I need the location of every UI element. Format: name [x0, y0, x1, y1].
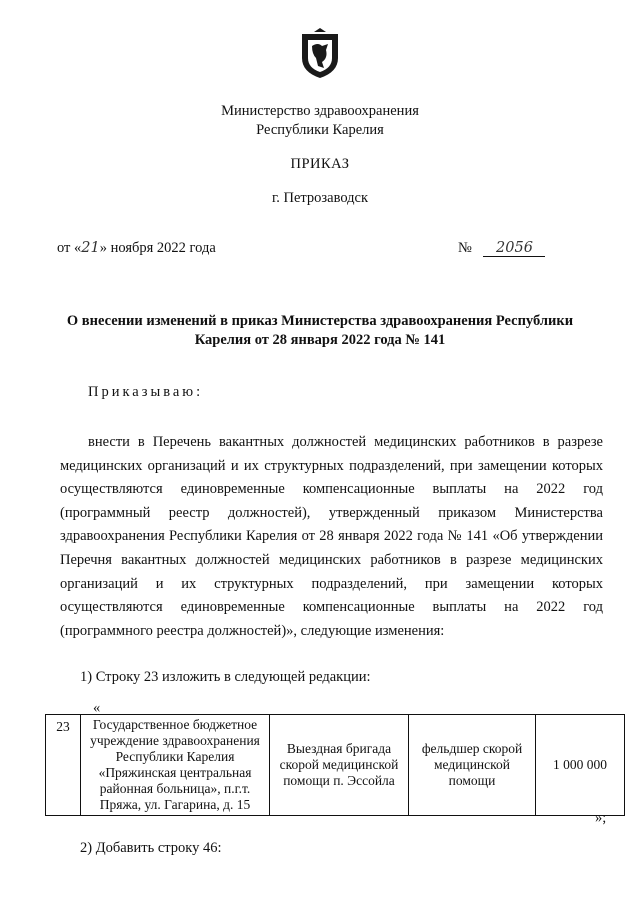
org-line: Пряжа, ул. Гагарина, д. 15	[99, 797, 251, 812]
org-line: Республики Карелия	[115, 749, 235, 764]
subject-line-2: Карелия от 28 января 2022 года № 141	[194, 332, 446, 348]
organization-cell	[81, 715, 270, 816]
org-line: районная больница», п.г.т.	[99, 781, 251, 796]
position-line: фельдшер скорой	[421, 741, 523, 756]
date-prefix: от «	[57, 240, 82, 256]
position-line: помощи	[448, 773, 496, 788]
document-number	[458, 240, 545, 257]
body-paragraph: внести в Перечень вакантных должностей медицинских работников в разрезе медицинских организаций и их структурных подразделений, при замещении которых осуществляются единовременные компенсационные выплаты на 2022 год (программный реестр должностей), утвержденный приказом Министерства здравоохранения Республики Карелия от 28 января 2022 года № 141 «Об утверждении Перечня вакантных должностей медицинских работников в разрезе медицинских организаций и их структурных подразделений, при замещении которых осуществляются единовременные компенсационные выплаты на 2022 год (программного реестра должностей)», следующие изменения:	[60, 434, 603, 639]
unit-cell	[270, 715, 409, 816]
registry-table	[45, 714, 625, 816]
item-2: 2) Добавить строку 46:	[80, 840, 222, 856]
position-line: медицинской	[434, 757, 510, 772]
document-type: ПРИКАЗ	[290, 156, 350, 172]
document-subject	[60, 312, 580, 350]
org-line: Государственное бюджетное	[92, 717, 258, 732]
quote-close: »;	[595, 810, 607, 826]
order-word: Приказываю:	[88, 384, 204, 400]
ministry-name	[0, 102, 640, 140]
unit-line: Выездная бригада	[286, 741, 392, 756]
ministry-line-2: Республики Карелия	[256, 122, 384, 138]
date-day: 21	[81, 240, 100, 256]
karelia-coat-of-arms-icon	[298, 28, 342, 80]
org-line: учреждение здравоохранения	[90, 733, 260, 748]
document-city: г. Петрозаводск	[271, 190, 369, 206]
document-date	[57, 240, 216, 257]
table-row	[46, 715, 625, 816]
amount-cell: 1 000 000	[536, 715, 625, 816]
date-suffix: » ноября 2022 года	[99, 240, 216, 256]
ministry-line-1: Министерство здравоохранения	[221, 103, 419, 119]
item-1: 1) Строку 23 изложить в следующей редакции:	[80, 669, 371, 685]
unit-line: помощи п. Эссойла	[283, 773, 395, 788]
row-number-cell: 23	[46, 715, 81, 816]
position-cell	[409, 715, 536, 816]
subject-line-1: О внесении изменений в приказ Министерства здравоохранения Республики	[66, 313, 574, 329]
number-value: 2056	[483, 240, 545, 257]
unit-line: скорой медицинской	[279, 757, 399, 772]
quote-open: «	[93, 700, 101, 716]
number-label: №	[458, 240, 472, 256]
org-line: «Пряжинская центральная	[98, 765, 252, 780]
